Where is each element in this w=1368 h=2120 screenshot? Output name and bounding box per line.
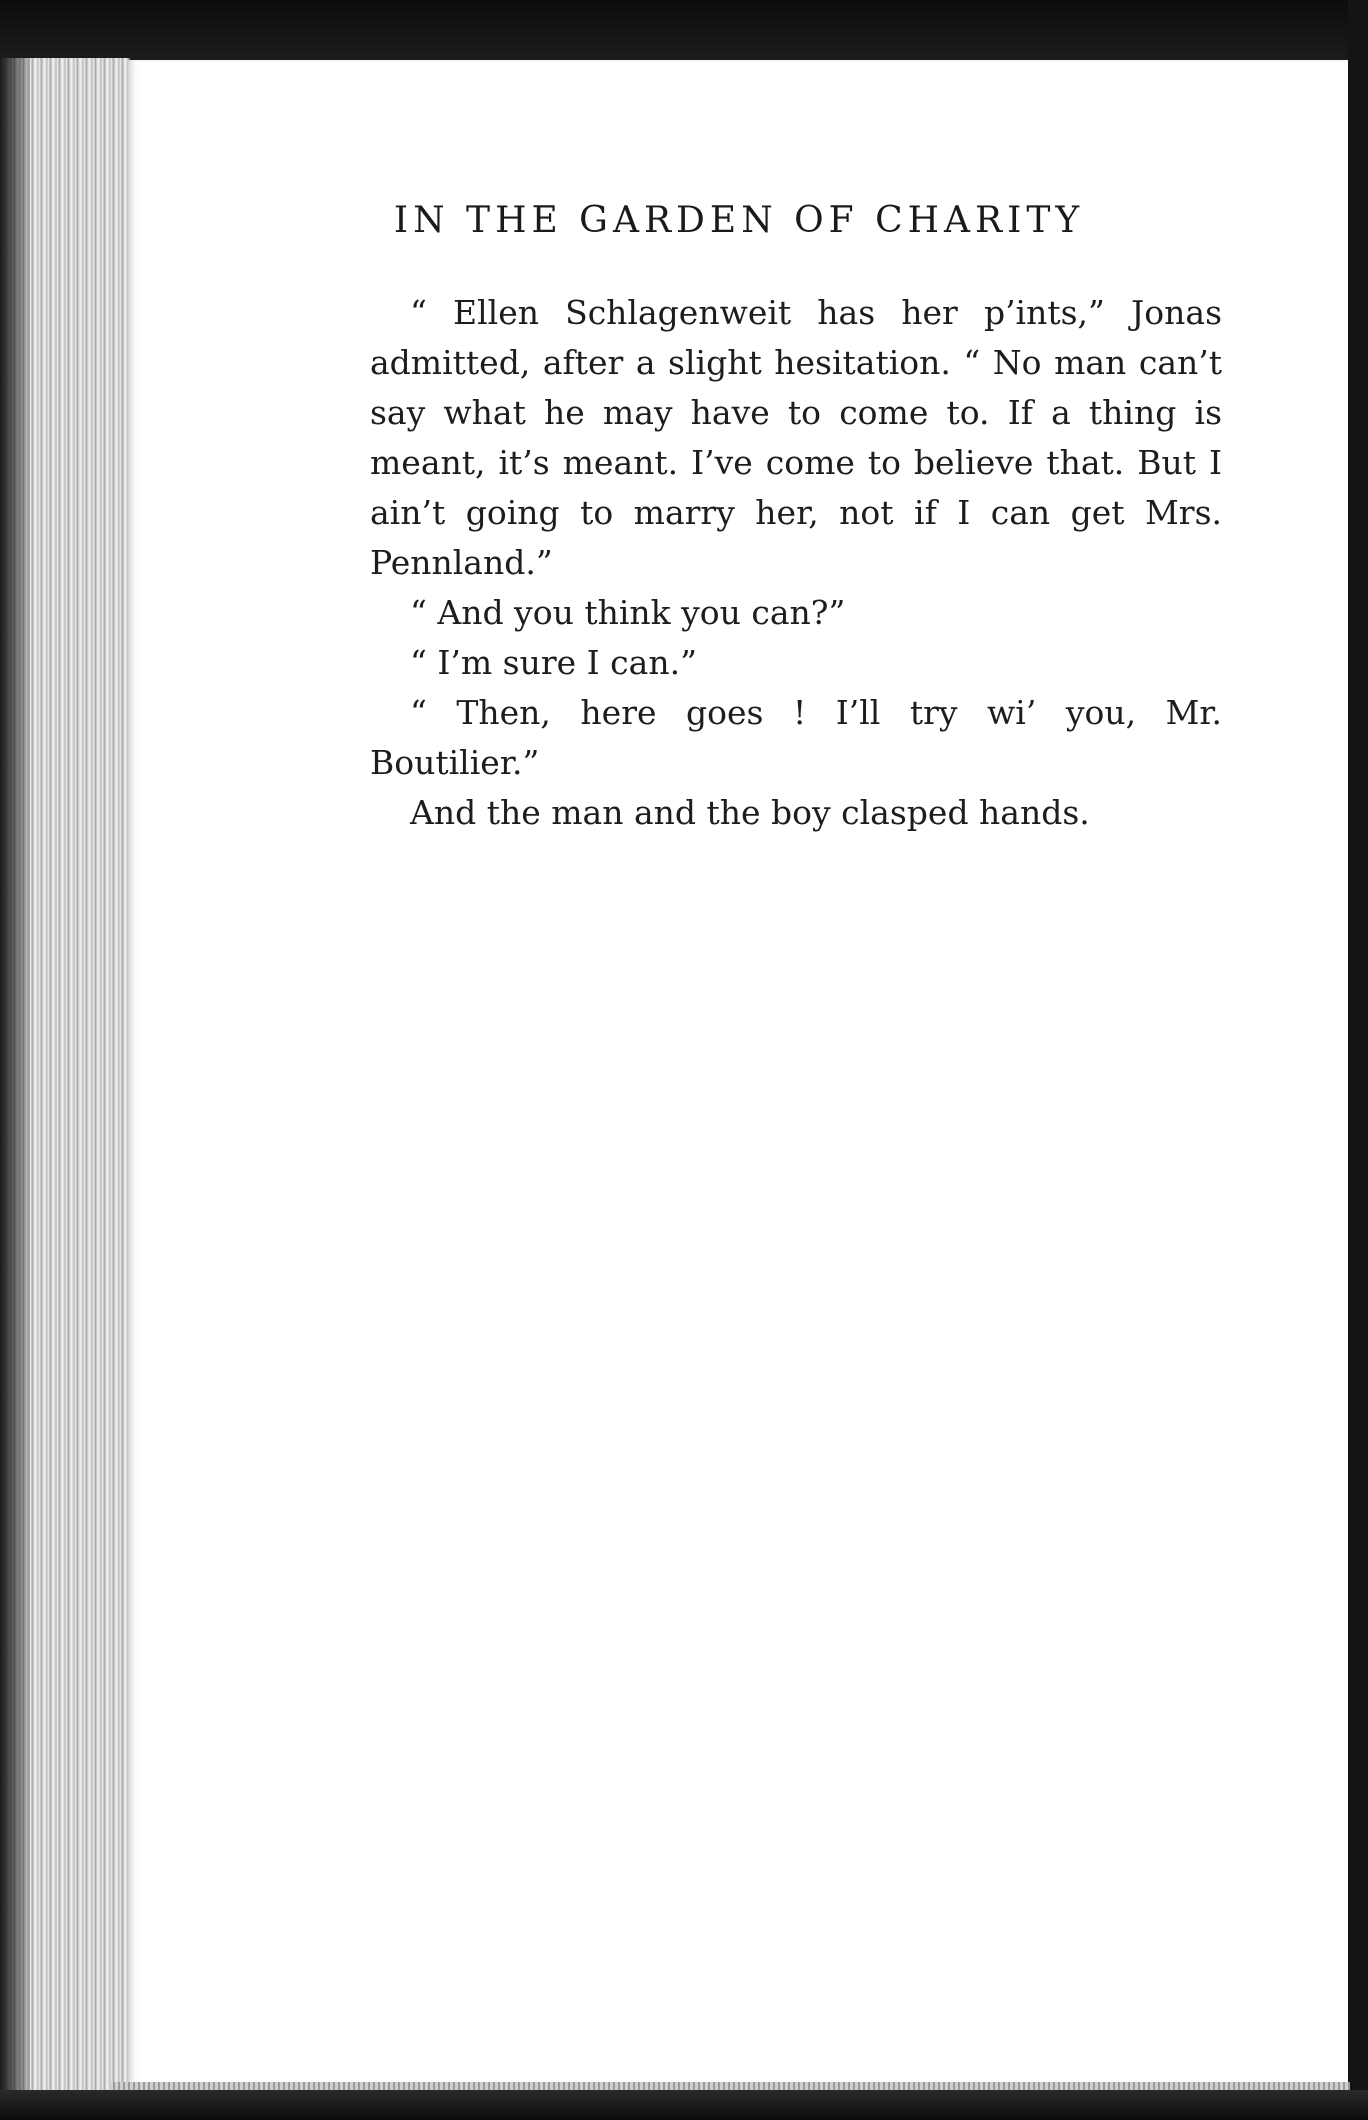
paragraph: “ Then, here goes ! I’ll try wi’ you, Mr. Boutilier.” [370,693,1222,782]
scan-top-edge [0,0,1368,64]
paragraph: “ I’m sure I can.” [410,643,697,682]
scan-right-edge [1348,0,1368,2120]
paragraph: “ And you think you can?” [410,593,846,632]
paragraph: “ Ellen Schlagenweit has her p’ints,” Jonas admitted, after a slight hesitation. “ No man can’t say what he may have to come to. If a thing is meant, it’s meant. I’ve come to believe that. But I ain’t going to marry her, not if I can get Mrs. Pennland.” [370,293,1222,582]
fore-edge-shadow [0,58,30,2108]
paragraph: And the man and the boy clasped hands. [410,793,1090,832]
page-bottom-edge [110,2082,1350,2090]
scan-bottom-edge [0,2090,1368,2120]
running-head: IN THE GARDEN OF CHARITY [393,200,1085,241]
body-text [370,288,1222,838]
